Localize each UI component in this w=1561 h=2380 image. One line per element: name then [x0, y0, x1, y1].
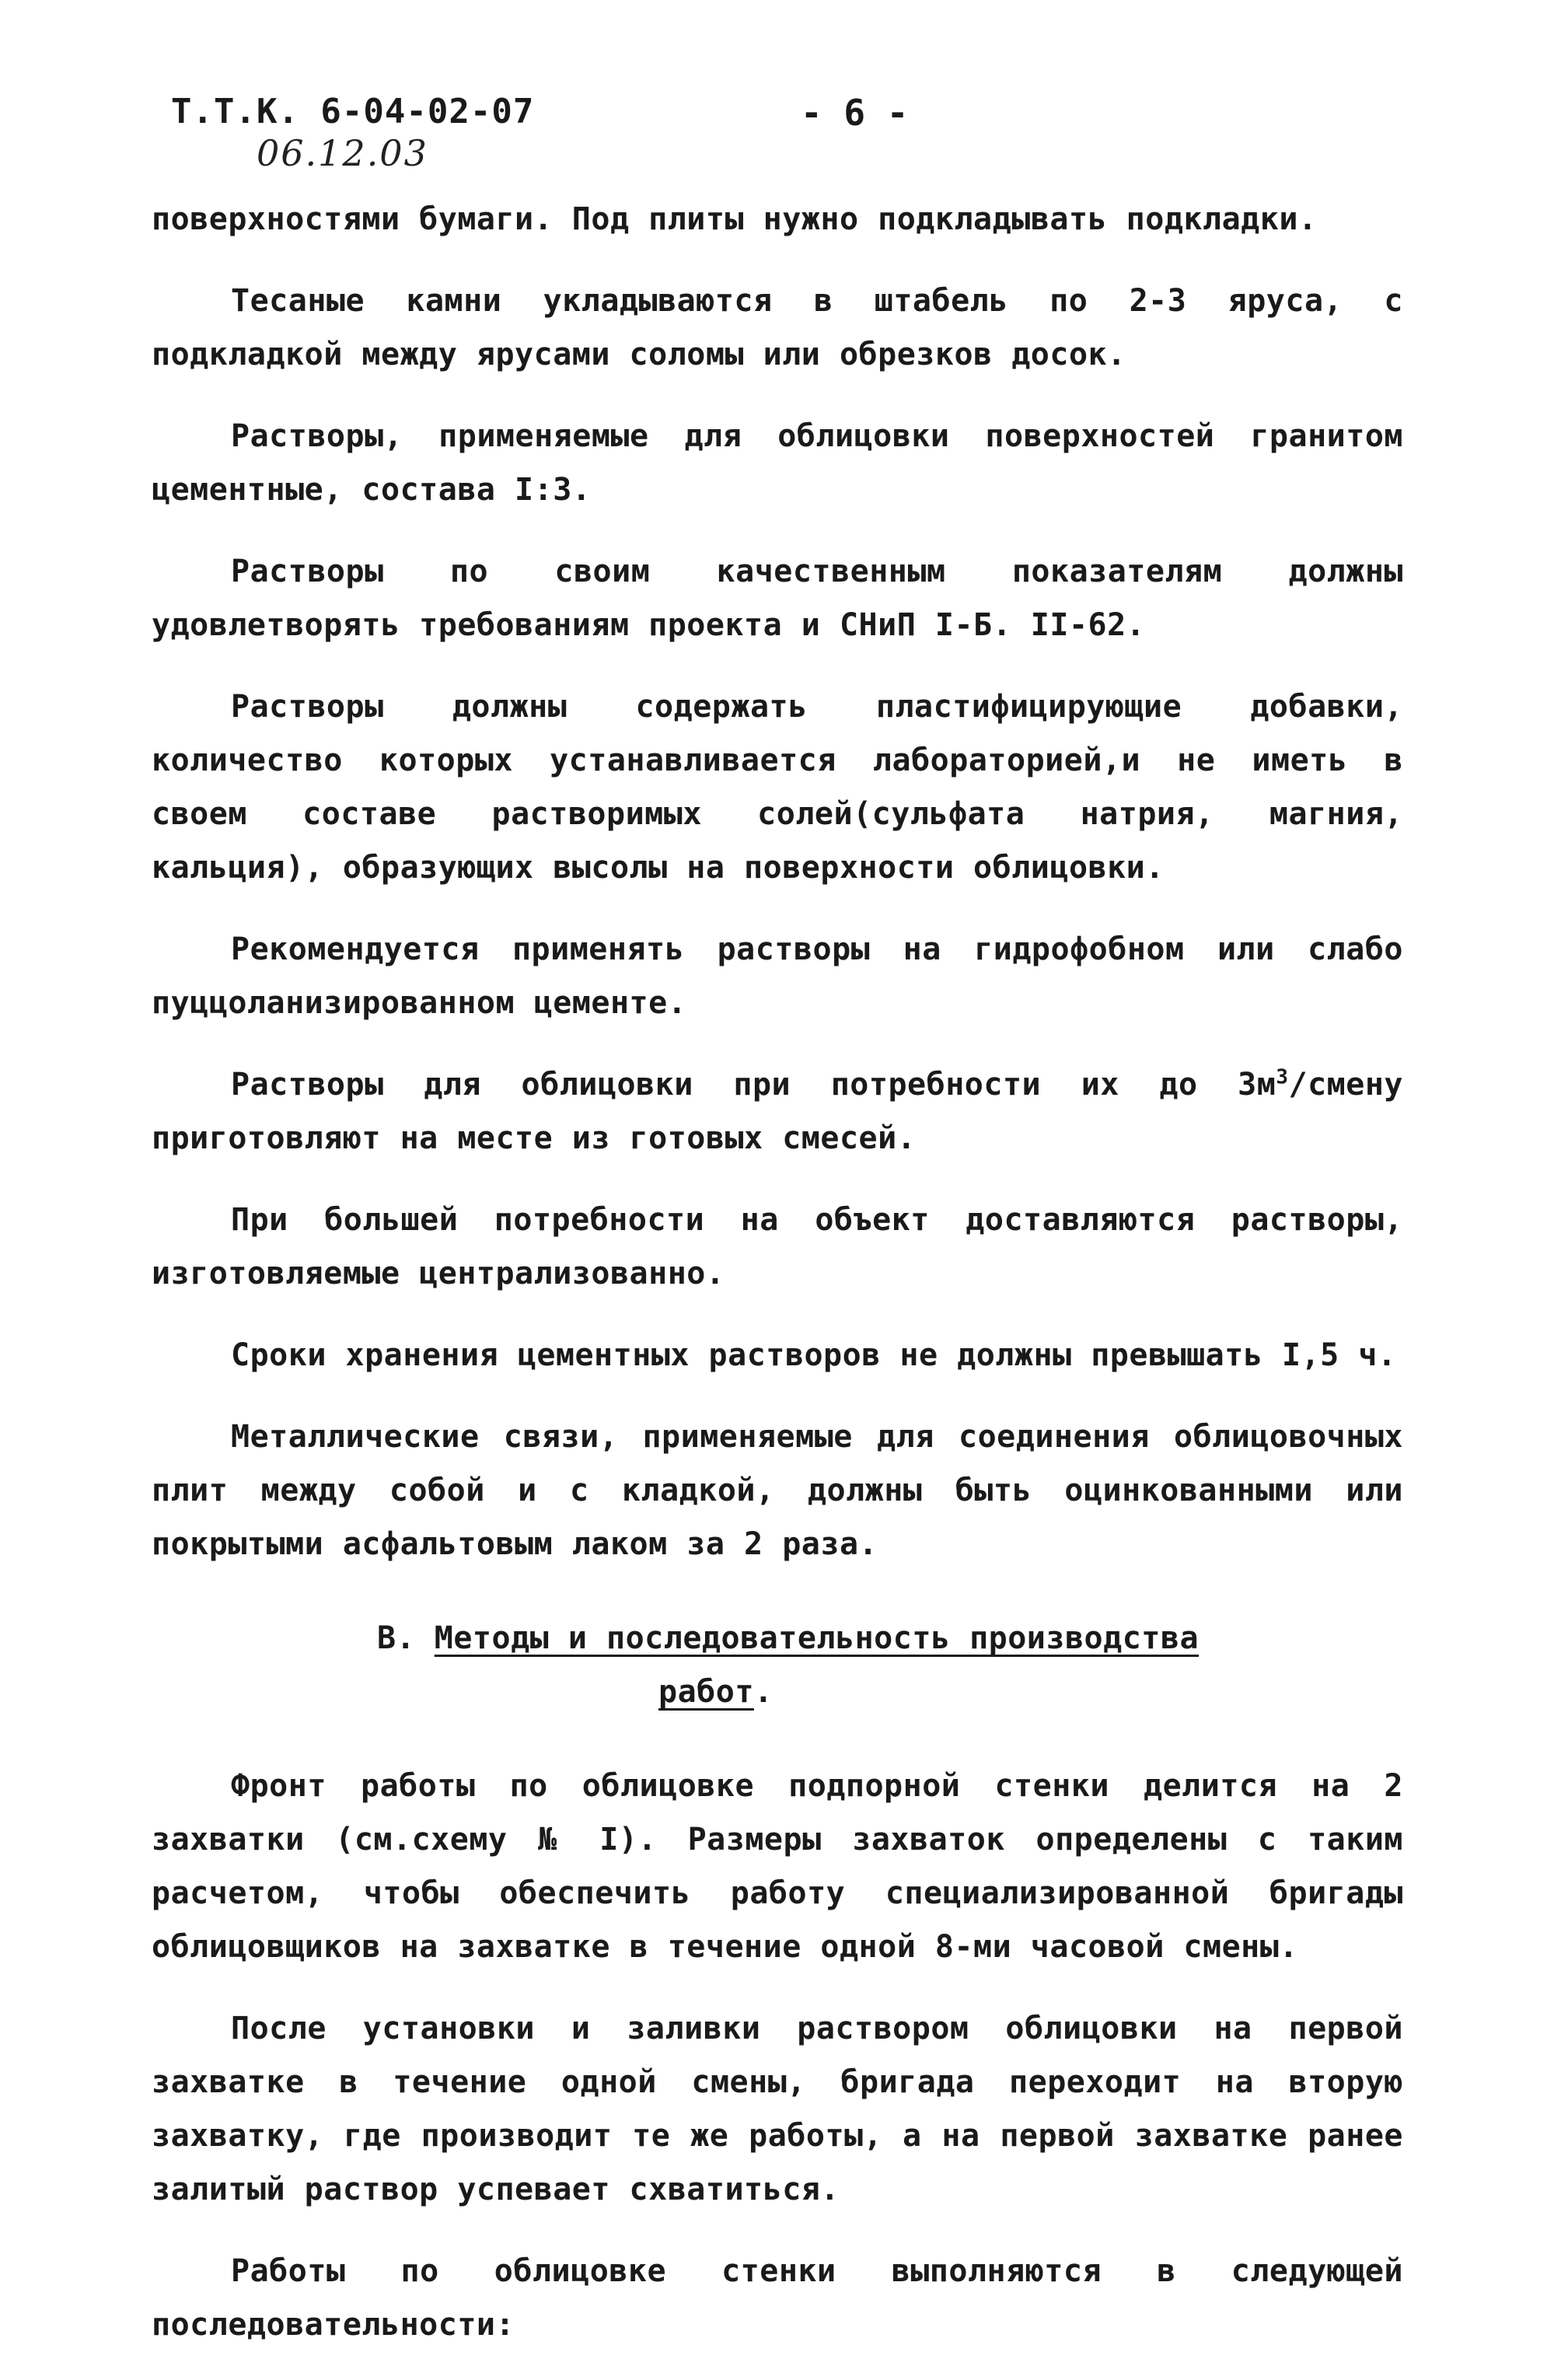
section-heading: [152, 1612, 1271, 1719]
paragraph: После установки и заливки раствором облицовки на первой захватке в течение одной смены, бригада переходит на вторую захватку, где производит те же работы, а на первой захватке ранее залитый раствор успевает схватиться.: [152, 2011, 1403, 2207]
section-title-word: работ: [658, 1674, 754, 1710]
paragraph: Тесаные камни укладываются в штабель по 2-3 яруса, с подкладкой между ярусами соломы или обрезков досок.: [152, 283, 1403, 372]
document-body: [152, 193, 1403, 2380]
paragraph-text: /смену приготовляют на месте из готовых смесей.: [152, 1067, 1403, 1156]
section-letter: В.: [377, 1620, 416, 1656]
paragraph: Сроки хранения цементных растворов не должны превышать I,5 ч.: [231, 1337, 1397, 1373]
paragraph: Растворы по своим качественным показателям должны удовлетворять требованиям проекта и СНиП I-Б. II-62.: [152, 554, 1403, 643]
paragraph-mortar-volume: [152, 1058, 1403, 1166]
paragraph: Растворы, применяемые для облицовки поверхностей гранитом цементные, состава I:3.: [152, 418, 1403, 508]
paragraph: Металлические связи, применяемые для соединения облицовочных плит между собой и с кладкой, должны быть оцинкованными или покрытыми асфальтовым лаком за 2 раза.: [152, 1419, 1403, 1562]
paragraph: При большей потребности на объект доставляются растворы, изготовляемые централизованно.: [152, 1202, 1403, 1291]
paragraph: Растворы должны содержать пластифицирующие добавки, количество которых устанавливается лабораторией,и не иметь в своем составе растворимых солей(сульфата натрия, магния, кальция), образующих высолы на поверхности облицовки.: [152, 689, 1403, 886]
section-title: Методы и последовательность производства: [434, 1620, 1200, 1656]
paragraph: Фронт работы по облицовке подпорной стенки делится на 2 захватки (см.схему № I). Размеры захваток определены с таким расчетом, чтобы обеспечить работу специализированной бригады облицовщиков на захватке в течение одной 8-ми часовой смены.: [152, 1768, 1403, 1965]
paragraph: Работы по облицовке стенки выполняются в следующей последовательности:: [152, 2253, 1403, 2343]
section-title-end: .: [753, 1674, 774, 1710]
handwritten-date: 06.12.03: [257, 132, 428, 174]
document-code: Т.Т.К. 6-04-02-07: [171, 92, 535, 131]
paragraph-text: Растворы для облицовки при потребности их до 3м: [231, 1067, 1276, 1103]
page-number: - 6 -: [801, 92, 909, 134]
section-title-line2: [377, 1665, 1271, 1719]
paragraph: Рекомендуется применять растворы на гидрофобном или слабо пуццоланизированном цементе.: [152, 931, 1403, 1021]
paragraph: поверхностями бумаги. Под плиты нужно подкладывать подкладки.: [152, 201, 1318, 237]
superscript: 3: [1276, 1065, 1289, 1089]
